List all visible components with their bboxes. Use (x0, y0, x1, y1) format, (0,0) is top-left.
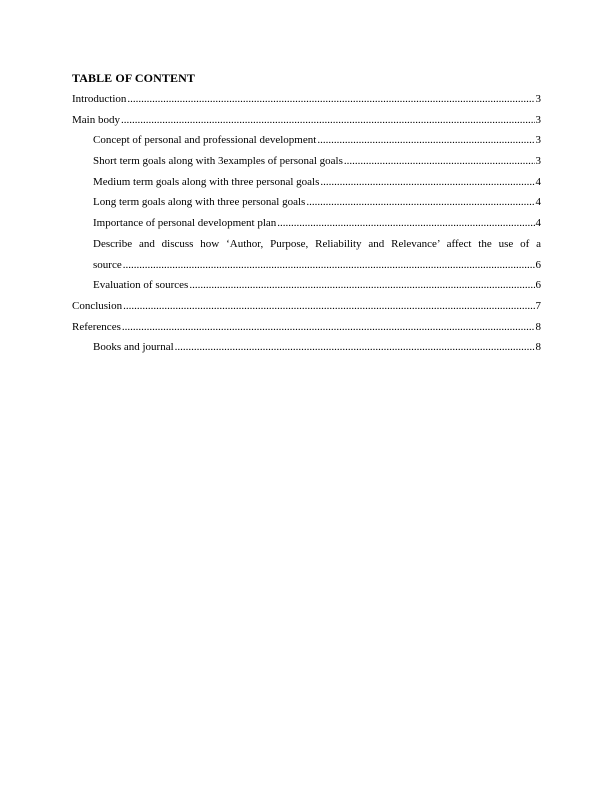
dot-leader (175, 337, 535, 358)
toc-entry-long-term-goals[interactable] (72, 192, 541, 213)
toc-entry-page: 3 (535, 155, 541, 168)
toc-entry-label: Introduction (72, 93, 127, 105)
toc-entry-page: 6 (535, 279, 541, 292)
toc-entry-medium-term-goals[interactable] (72, 172, 541, 193)
toc-entry-describe-discuss-line2[interactable] (72, 255, 541, 276)
toc-entry-evaluation-sources[interactable] (72, 275, 541, 296)
dot-leader (123, 255, 535, 276)
toc-entry-label: Main body (72, 113, 120, 126)
toc-entry-importance-pdp[interactable] (72, 213, 541, 234)
toc-entry-page: 6 (535, 258, 541, 271)
toc-entry-label: Books and journal (93, 341, 174, 354)
toc-entry-label: Long term goals along with three personal goals (93, 196, 306, 209)
toc-entry-page: 4 (535, 217, 541, 230)
dot-leader (189, 275, 534, 296)
toc-entry-short-term-goals[interactable] (72, 151, 541, 172)
dot-leader (122, 317, 535, 338)
toc-entry-label: References (72, 320, 121, 333)
toc-entry-page: 4 (535, 196, 541, 209)
toc-entry-page: 8 (535, 320, 541, 333)
toc-entry-label: Evaluation of sources (93, 279, 189, 292)
toc-entry-describe-discuss-line1[interactable] (72, 234, 541, 255)
toc-entry-page: 8 (535, 341, 541, 354)
toc-entry-concept-development[interactable] (72, 130, 541, 151)
dot-leader (344, 151, 535, 172)
toc-heading: TABLE OF CONTENT (72, 71, 195, 85)
toc-entry-label: Conclusion (72, 299, 123, 312)
toc-entry-main-body[interactable] (72, 110, 541, 131)
toc-entry-introduction[interactable] (72, 89, 541, 110)
toc-entry-page: 7 (535, 299, 541, 312)
toc-entry-label: Concept of personal and professional development (93, 134, 317, 147)
dot-leader (306, 192, 534, 213)
toc-entry-label: Short term goals along with 3examples of personal goals (93, 155, 343, 168)
dot-leader (277, 213, 534, 234)
toc-entry-conclusion[interactable] (72, 296, 541, 317)
dot-leader (121, 110, 535, 131)
toc-entry-label: Importance of personal development plan (93, 217, 277, 230)
toc-entry-page: 4 (535, 175, 541, 188)
toc-entry-page: 3 (535, 113, 541, 126)
toc-entry-page: 3 (535, 93, 541, 105)
toc-entry-label: Describe and discuss how ‘Author, Purpose, Reliability and Relevance’ affect the use of a (93, 237, 541, 250)
toc-entry-books-journal[interactable] (72, 337, 541, 358)
toc-entry-label: Medium term goals along with three personal goals (93, 175, 320, 188)
toc-entry-label: source (93, 258, 122, 271)
dot-leader (317, 130, 534, 151)
toc-entry-page: 3 (535, 134, 541, 147)
dot-leader (320, 172, 534, 193)
dot-leader (127, 89, 534, 110)
dot-leader (123, 296, 534, 317)
toc-entry-references[interactable] (72, 317, 541, 338)
table-of-contents (72, 71, 541, 358)
